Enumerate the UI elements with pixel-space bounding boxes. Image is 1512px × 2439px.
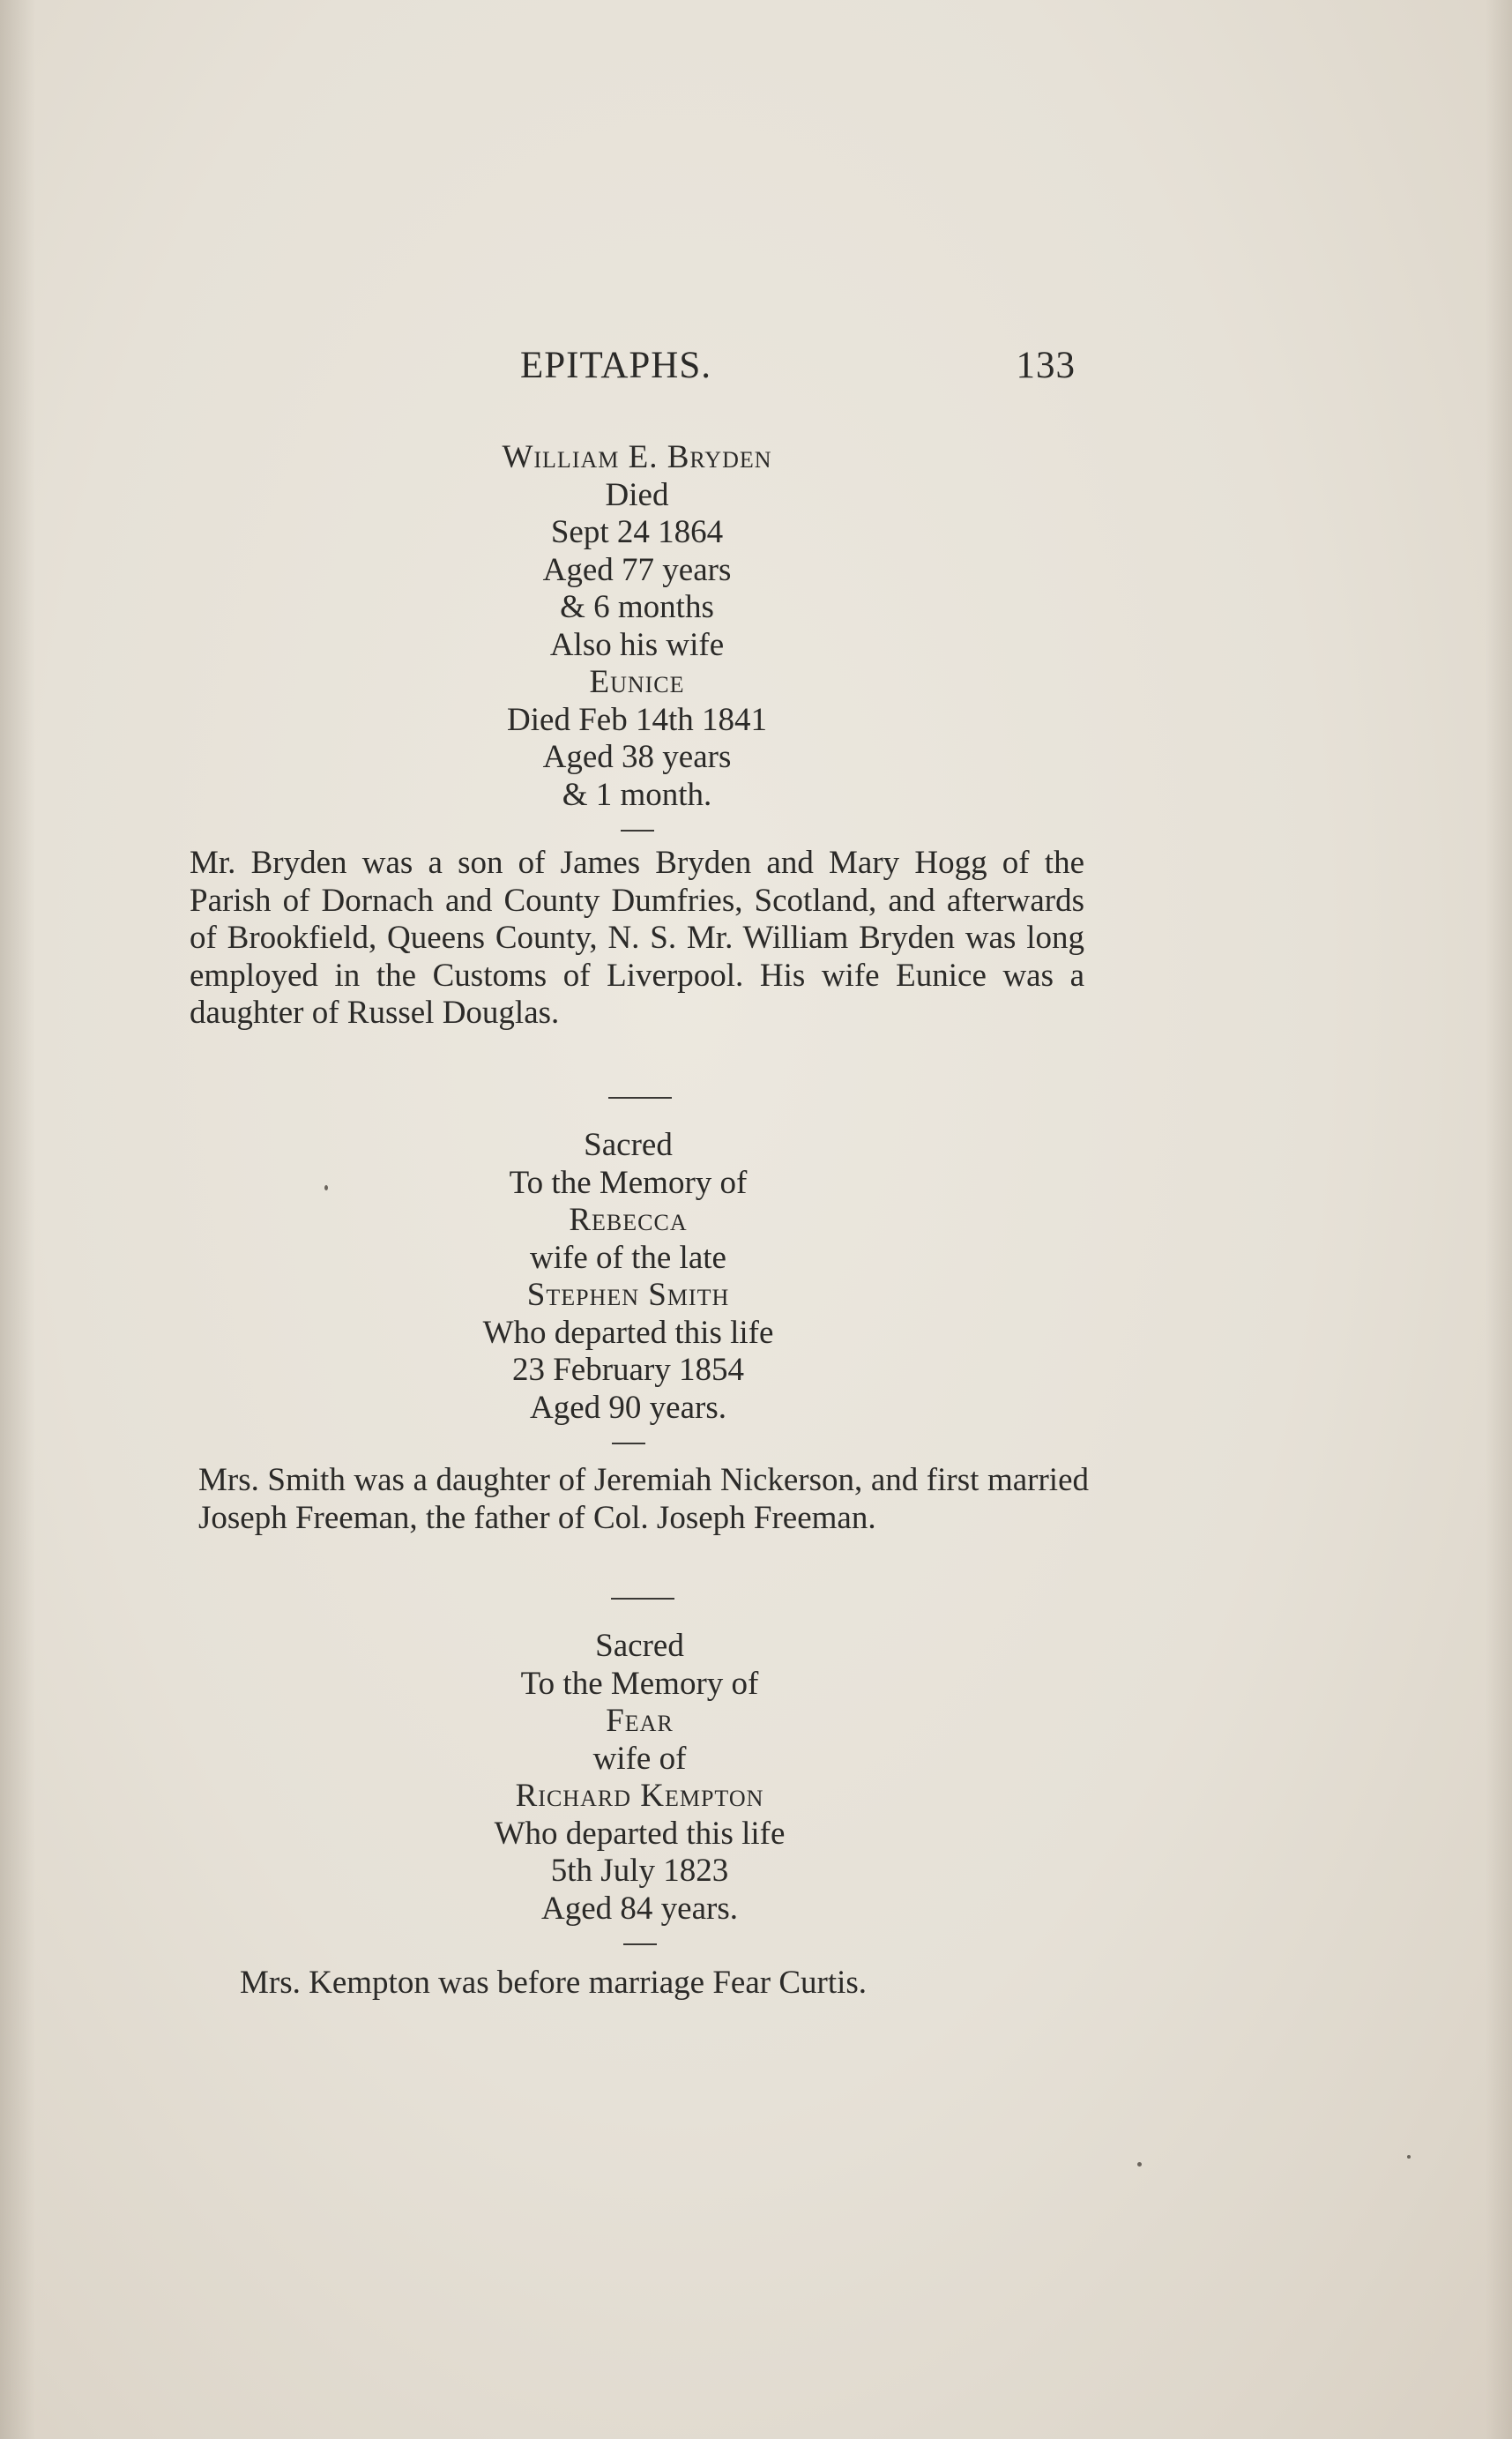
epitaph-kempton-inscription [192,1628,1087,1945]
inscription-line-name: Rebecca [569,1202,688,1238]
inscription-line-name: Richard Kempton [515,1778,764,1814]
inscription-line: Aged 77 years [542,551,732,588]
epitaph-bryden-inscription [190,439,1084,832]
inscription-line-name: Stephen Smith [526,1277,730,1313]
inscription-line: Sacred [584,1127,673,1163]
inscription-line: 23 February 1854 [511,1352,745,1388]
inscription-line: Died [605,476,669,513]
section-divider [611,1598,674,1600]
inscription-line: Also his wife [549,626,725,663]
page-shadow-right [1486,0,1512,2439]
short-rule [612,1443,645,1444]
running-head-title: EPITAPHS. [520,345,712,386]
short-rule [621,830,654,832]
inscription-line-name: William E. Bryden [502,439,772,475]
inscription-line: wife of [592,1740,687,1777]
inscription-line: Died Feb 14th 1841 [507,701,767,738]
epitaph-bryden-note: Mr. Bryden was a son of James Bryden and Mary Hogg of the Parish of Dornach and County Dumfries, Scotland, and afterwards of Brookfield, Queens County, N. S. Mr. William Bryden was long employed in the Customs of Liverpool. His wife Eunice was a daughter of Russel Douglas. [190,845,1084,1031]
inscription-line: Aged 84 years. [541,1890,738,1927]
inscription-line: 5th July 1823 [550,1853,729,1889]
paper-speck [1407,2155,1411,2159]
inscription-line: Who departed this life [482,1314,774,1351]
paper-speck [324,1185,328,1190]
short-rule [623,1943,657,1945]
inscription-line: Aged 38 years [542,739,732,775]
inscription-line: To the Memory of [509,1164,748,1201]
epitaph-kempton-note: Mrs. Kempton was before marriage Fear Curtis. [240,1965,868,2001]
running-head [520,344,1076,388]
inscription-line-name: Eunice [589,664,685,700]
paper-speck [1137,2162,1142,2167]
inscription-line: Sept 24 1864 [550,514,724,550]
inscription-line: wife of the late [530,1239,726,1276]
epitaph-smith-inscription [181,1127,1076,1444]
inscription-line-name: Fear [606,1703,674,1739]
inscription-line: To the Memory of [520,1665,759,1702]
section-divider [608,1097,672,1099]
inscription-line: & 1 month. [562,776,712,813]
inscription-line: Aged 90 years. [530,1389,726,1426]
epitaph-smith-note: Mrs. Smith was a daughter of Jeremiah Nickerson, and first married Joseph Freeman, the father of Col. Joseph Freeman. [198,1462,1089,1536]
page-shadow-left [0,0,35,2439]
page-number: 133 [1016,345,1076,386]
inscription-line: Sacred [595,1628,684,1664]
inscription-line: Who departed this life [494,1815,786,1852]
inscription-line: & 6 months [560,589,714,625]
